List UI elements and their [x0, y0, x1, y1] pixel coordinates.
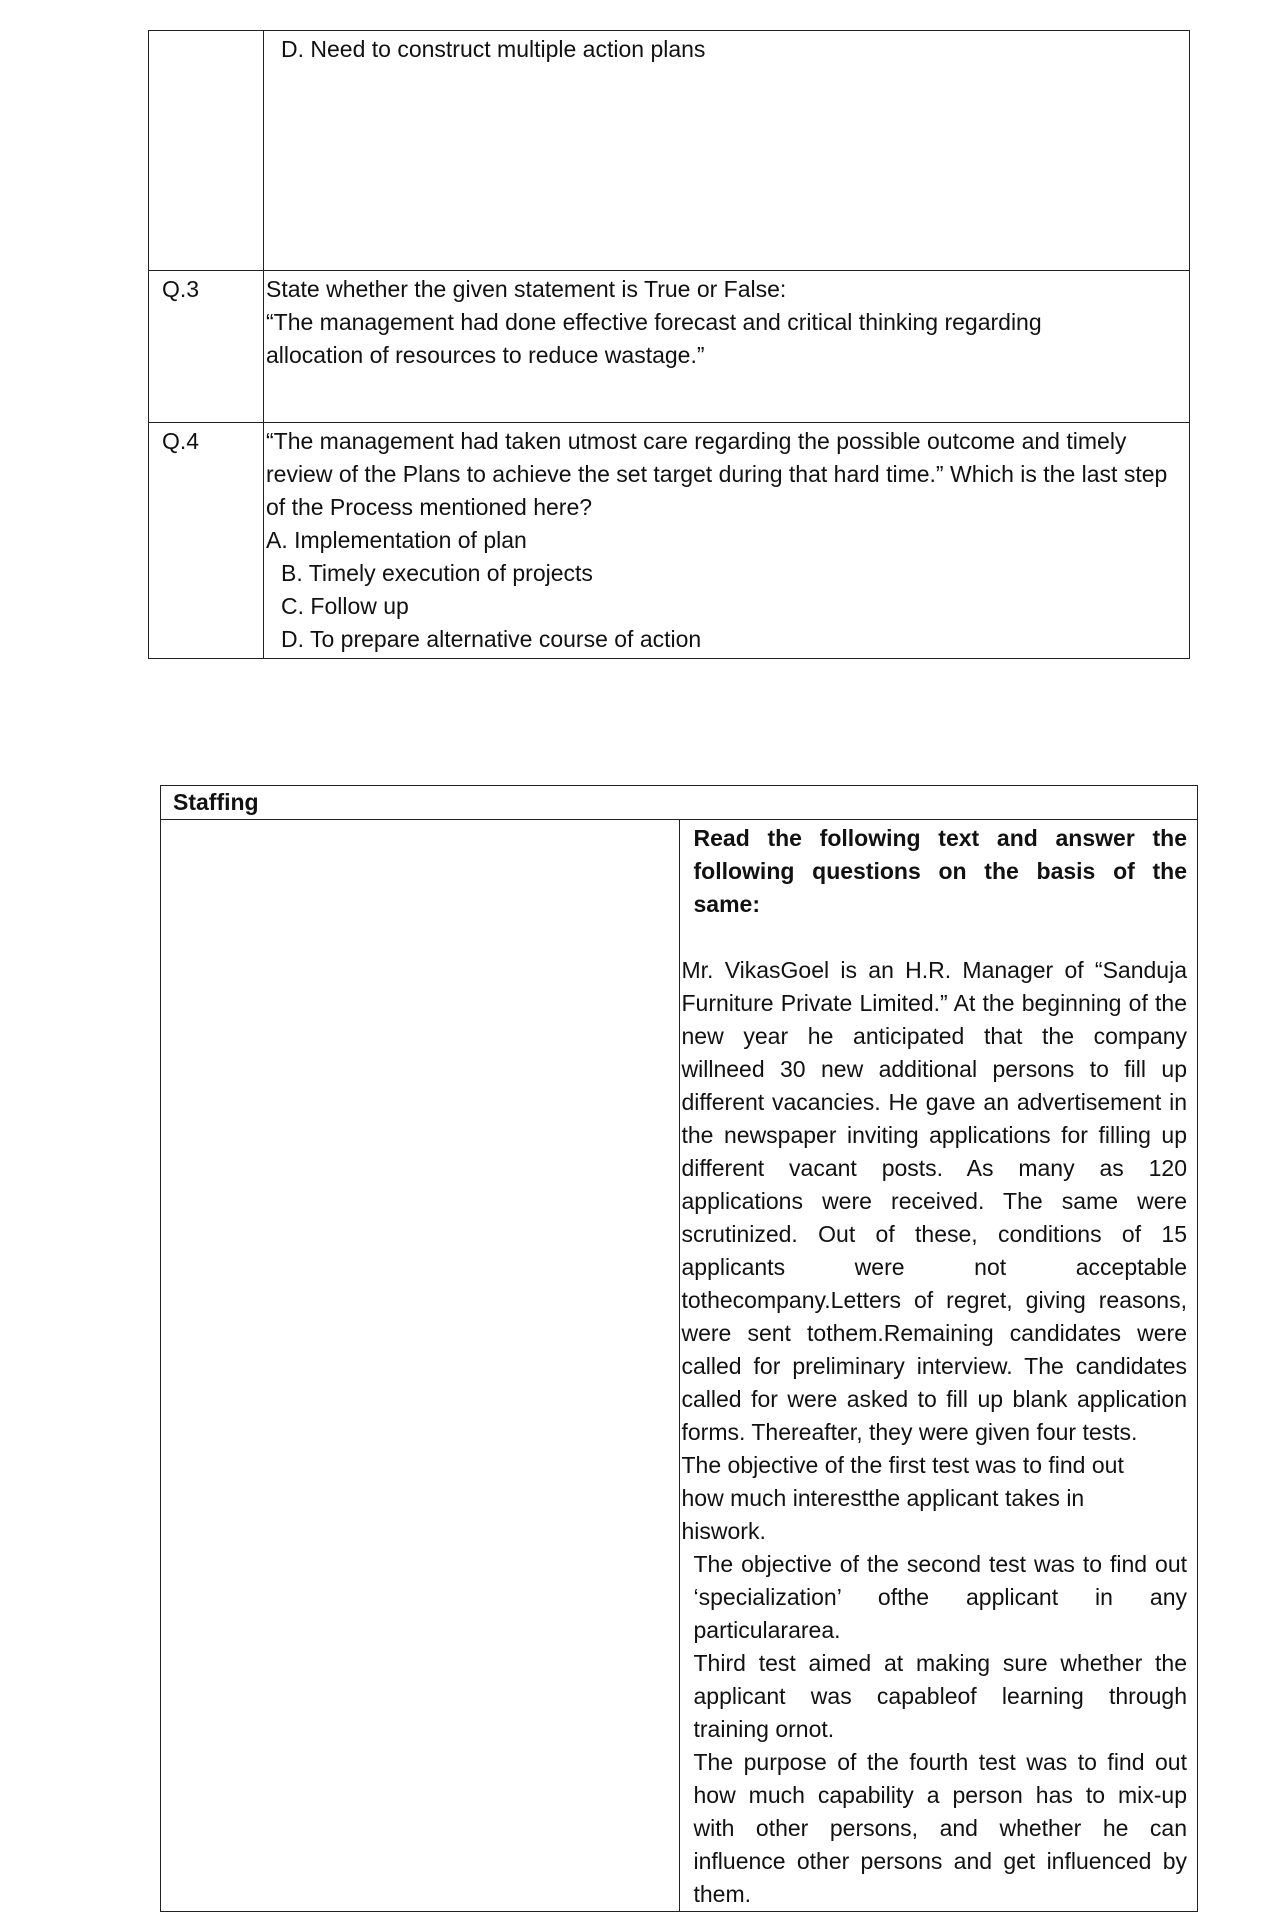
- staffing-heading-row: [161, 786, 1198, 820]
- staffing-content-row: [161, 820, 1198, 1912]
- question-body-cell: [264, 31, 1190, 271]
- q4-option-b: B. Timely execution of projects: [281, 560, 593, 586]
- table-row-q4: [149, 423, 1190, 659]
- questions-table: [148, 30, 1190, 659]
- question-number-q3: Q.3: [149, 271, 264, 423]
- staffing-heading: Staffing: [161, 786, 1198, 820]
- question-number-q4: Q.4: [149, 423, 264, 659]
- q3-instruction: State whether the given statement is True or False:: [266, 276, 787, 302]
- table-row-q2-continued: [149, 31, 1190, 271]
- spacer: [682, 921, 1188, 954]
- test-4-text: The purpose of the fourth test was to find out how much capability a person has to mix-up with other persons, and whether he can influence other persons and get influenced by them.: [693, 1749, 1187, 1907]
- question-body-q3: [264, 271, 1190, 423]
- q4-option-d: D. To prepare alternative course of action: [281, 626, 702, 652]
- test-2-text: The objective of the second test was to find out ‘specialization’ ofthe applicant in any particulararea.: [693, 1551, 1187, 1643]
- test-3-text: Third test aimed at making sure whether the applicant was capableof learning through training ornot.: [693, 1650, 1187, 1742]
- q4-question: “The management had taken utmost care regarding the possible outcome and timely review of the Plans to achieve the set target during that hard time.” Which is the last step of the Process mentioned here?: [266, 428, 1168, 520]
- q4-option-a: A. Implementation of plan: [266, 527, 527, 553]
- staffing-number-cell: [161, 820, 680, 1912]
- question-number-cell: [149, 31, 264, 271]
- q2-option-d: D. Need to construct multiple action plans: [281, 36, 706, 62]
- question-body-q4: [264, 423, 1190, 659]
- case-paragraph: Mr. VikasGoel is an H.R. Manager of “Sanduja Furniture Private Limited.” At the beginning of the new year he anticipated that the company willneed 30 new additional persons to fill up different vacancies. He gave an advertisement in the newspaper inviting applications for filling up different vacant posts. As many as 120 applications were received. The same were scrutinized. Out of these, conditions of 15 applicants were not acceptable tothecompany.Letters of regret, giving reasons, were sent tothem.Remaining candidates were called for preliminary interview. The candidates called for were asked to fill up blank application forms. Thereafter, they were given four tests.: [681, 957, 1187, 1445]
- staffing-instruction: Read the following text and answer the following questions on the basis of the same:: [693, 825, 1187, 917]
- q4-option-c: C. Follow up: [281, 593, 409, 619]
- staffing-body-cell: [679, 820, 1198, 1912]
- test-1-text: The objective of the first test was to find out how much interestthe applicant takes in hiswork.: [681, 1452, 1124, 1544]
- table-row-q3: [149, 271, 1190, 423]
- q3-statement: “The management had done effective forecast and critical thinking regarding allocation of resources to reduce wastage.”: [266, 309, 1042, 368]
- staffing-table: [160, 785, 1198, 1912]
